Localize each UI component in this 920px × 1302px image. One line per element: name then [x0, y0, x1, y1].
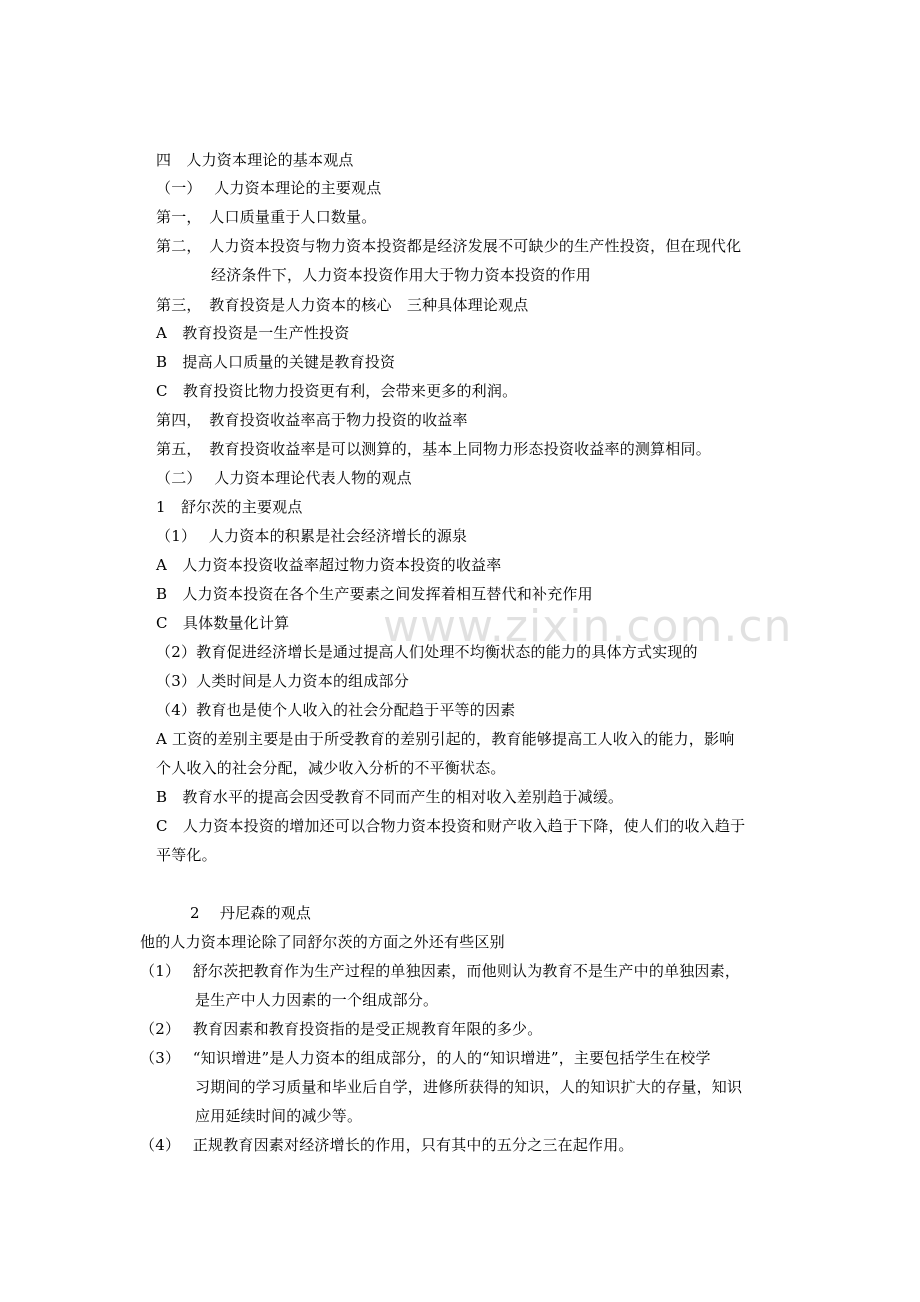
text-line: 第一， 人口质量重于人口数量。 — [156, 208, 377, 226]
text-line: A 教育投资是一生产性投资 — [156, 324, 350, 342]
text-line: （2） 教育因素和教育投资指的是受正规教育年限的多少。 — [140, 1020, 543, 1038]
text-line: 第四， 教育投资收益率高于物力投资的收益率 — [156, 411, 468, 429]
text-line: C 具体数量化计算 — [156, 614, 290, 632]
text-line: （4） 正规教育因素对经济增长的作用，只有其中的五分之三在起作用。 — [140, 1136, 634, 1154]
subsection-heading: （二） 人力资本理论代表人物的观点 — [156, 469, 412, 487]
text-line: （3） “知识增进”是人力资本的组成部分，的人的“知识增进”，主要包括学生在校学 — [140, 1049, 711, 1067]
text-line: 习期间的学习质量和毕业后自学，进修所获得的知识，人的知识扩大的存量，知识 — [195, 1078, 743, 1096]
section-heading: 四 人力资本理论的基本观点 — [156, 151, 354, 169]
text-line: 第三， 教育投资是人力资本的核心 三种具体理论观点 — [156, 296, 529, 314]
text-line: （3）人类时间是人力资本的组成部分 — [156, 672, 409, 690]
text-line: A 工资的差别主要是由于所受教育的差别引起的，教育能够提高工人收入的能力，影响 — [156, 730, 735, 748]
subsection-heading: （一） 人力资本理论的主要观点 — [156, 179, 382, 197]
watermark: www.zixin.com.cn — [383, 601, 793, 652]
text-line: （2）教育促进经济增长是通过提高人们处理不均衡状态的能力的具体方式实现的 — [156, 643, 698, 661]
text-line: 平等化。 — [156, 846, 217, 864]
text-line: 是生产中人力因素的一个组成部分。 — [195, 991, 439, 1009]
text-line: B 提高人口质量的关键是教育投资 — [156, 353, 396, 371]
text-line: C 人力资本投资的增加还可以合物力资本投资和财产收入趋于下降，使人们的收入趋于 — [156, 817, 746, 835]
text-line: （1） 舒尔茨把教育作为生产过程的单独因素，而他则认为教育不是生产中的单独因素， — [140, 962, 741, 980]
text-line: 他的人力资本理论除了同舒尔茨的方面之外还有些区别 — [140, 933, 505, 951]
text-line: C 教育投资比物力投资更有利，会带来更多的利润。 — [156, 382, 518, 400]
text-line: B 教育水平的提高会因受教育不同而产生的相对收入差别趋于减缓。 — [156, 788, 624, 806]
text-line: 1 舒尔茨的主要观点 — [156, 498, 303, 516]
text-line: 应用延续时间的减少等。 — [195, 1107, 363, 1125]
text-line: （4）教育也是使个人收入的社会分配趋于平等的因素 — [156, 701, 516, 719]
text-line: 经济条件下，人力资本投资作用大于物力资本投资的作用 — [211, 266, 592, 284]
subsection-heading: 2 丹尼森的观点 — [190, 904, 312, 922]
text-line: 个人收入的社会分配，减少收入分析的不平衡状态。 — [156, 759, 506, 777]
text-line: A 人力资本投资收益率超过物力资本投资的收益率 — [156, 556, 502, 574]
text-line: （1） 人力资本的积累是社会经济增长的源泉 — [156, 527, 468, 545]
text-line: 第二， 人力资本投资与物力资本投资都是经济发展不可缺少的生产性投资，但在现代化 — [156, 237, 742, 255]
text-line: B 人力资本投资在各个生产要素之间发挥着相互替代和补充作用 — [156, 585, 593, 603]
text-line: 第五， 教育投资收益率是可以测算的，基本上同物力形态投资收益率的测算相同。 — [156, 440, 711, 458]
